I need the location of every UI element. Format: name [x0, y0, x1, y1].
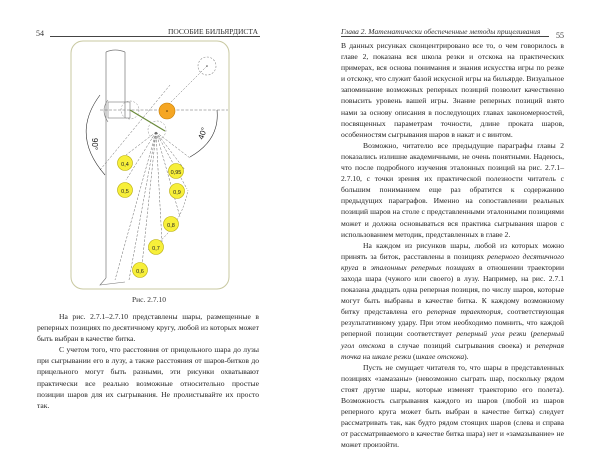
ball-label: 0,6 [136, 269, 144, 275]
running-header-left: ПОСОБИЕ БИЛЬЯРДИСТА [167, 27, 258, 36]
paragraph: На каждом из рисунков шары, любой из которых можно принять за биток, расставлены в позициях реперного десятичного круга в эталонных реперных позициях в отношении траектории захода шара (чужого или своего) в лузу. Например, на рис. 2.7.1 показана двадцать одна реперная позиция, по числу шаров, которые могут быть выбраны в качестве битка. К каждому возможному битку представлена его реперная траектория, соответствующая результативному удару. При этом необходимо помнить, что каждой реперной позиции соответствует реперный угол резки (реперный угол отскока в случае позиций сыгрывания своека) и реперная точка на шкале резки (шкале отскока). [341, 240, 565, 361]
ball-label: 0,95 [170, 170, 182, 176]
page-number-right: 55 [556, 31, 564, 40]
billiard-diagram [70, 40, 230, 292]
running-header-right: Глава 2. Математически обеспеченные методы прицеливания [341, 27, 541, 36]
paragraph: Возможно, читателю все предыдущие параграфы главы 2 показались излишне академичными, не очень понятными. Надеюсь, что после подробного изучения эталонных позиций на рис. 2.7.1–2.7.10, с точки зрения их практической полезности читатель с большим пониманием еще раз обратится к содержанию предыдущих параграфов. Именно на сопоставлении реальных позиций шаров на столе с представленными эталонными позициями может и должна основываться вся практика сыгрывания шаров с использованием методик, представленных в главе 2. [341, 140, 564, 239]
right-page [300, 0, 600, 450]
ball-label: 0,5 [121, 189, 129, 195]
paragraph: Пусть не смущает читателя то, что шары в представленных позициях «замазаны» (невозможно сыграть шар, поскольку рядом стоят другие шары, которые изменят траекторию его полета). Возможность сыгрывания каждого из шаров (любой из шаров реперного круга может быть выбран в качестве битка) следует рассматривать так, как будто рядом стоящих шаров (слева и справа от рассматриваемого в качестве битка шара) нет и «замазывание» не может произойти. [341, 362, 564, 450]
paragraph: С учетом того, что расстояния от прицельного шара до лузы при сыгрывании его в лузу, а также расстояния от шаров-битков до прицельного могут быть разными, эти рисунки охватывают практически все реально возможные относительно простые позиции шаров для их сыгрывания. Не пролистывайте их просто так. [37, 345, 259, 410]
header-rule-right [341, 36, 549, 37]
ball-label: 0,9 [173, 190, 181, 196]
ball-label: 0,4 [121, 162, 129, 168]
angle-label-90: 90° [90, 138, 99, 151]
left-body-text [37, 311, 259, 411]
ball-label: 0,7 [152, 246, 160, 252]
ball-label: 0,8 [167, 223, 175, 229]
right-body-text [341, 40, 564, 450]
figure-2-7-10 [70, 40, 230, 292]
angle-label-40: 40° [196, 126, 210, 141]
page-number-left: 54 [36, 29, 44, 38]
paragraph: На рис. 2.7.1–2.7.10 представлены шары, размещенные в реперных позициях по десятичному кругу, любой из которых может быть выбран в качестве битка. [37, 312, 259, 344]
paragraph: В данных рисунках сконцентрировано все то, о чем говорилось в главе 2, показана вся школа резки и отскока на практических примерах, вся основа понимания и знания искусства игры по резке и отскоку, что служит базой искусной игры на бильярде. Визуальное запоминание возможных реперных позиций позволит качественно повысить уровень вашей игры. Знание реперных позиций взято нами за основу описания в последующих главах закономерностей, посвященных параметрам точности, длине проката шаров, особенностям сыгрывания шаров в накат и с винтом. [341, 41, 564, 139]
left-page [0, 0, 300, 413]
figure-caption: Рис. 2.7.10 [132, 295, 167, 304]
header-rule-left [50, 36, 260, 37]
